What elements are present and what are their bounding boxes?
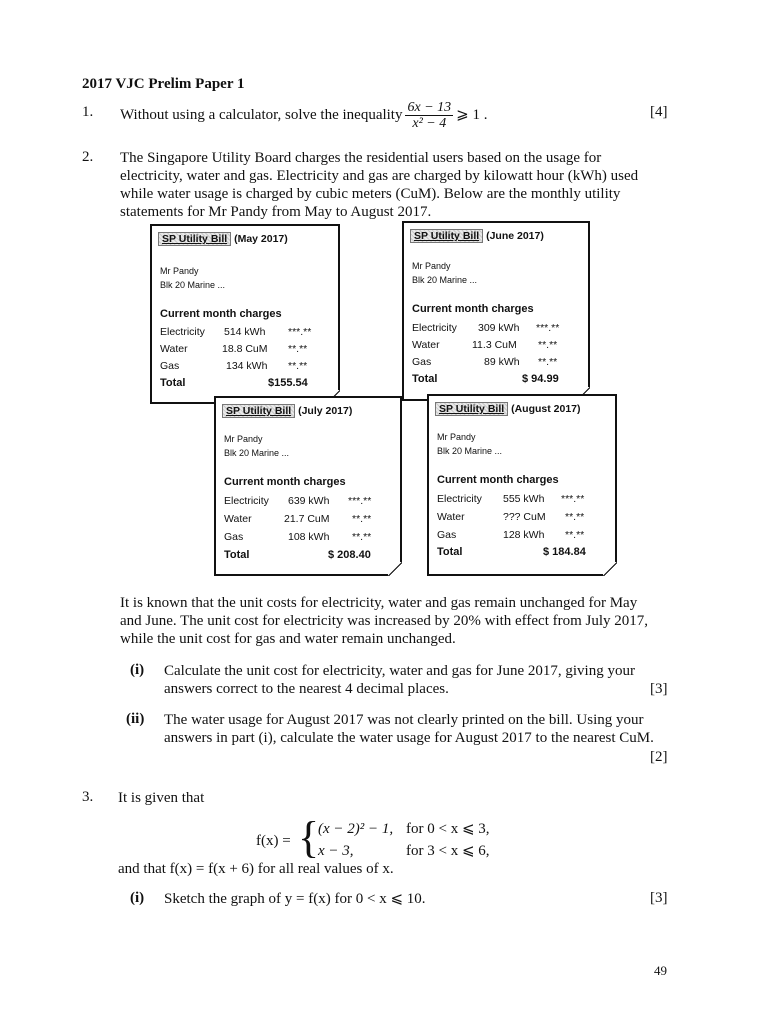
question-1-text [120,95,487,135]
charge-qty: 128 kWh [503,529,545,541]
q3-part-i-label: (i) [130,890,145,906]
periodicity-statement: and that f(x) = f(x + 6) for all real values of x. [118,861,394,877]
charge-amt: ***.** [561,493,585,505]
total-amount: $155.54 [268,377,308,389]
piece-2-expression: x − 3, [318,843,354,859]
charge-amt: **.** [288,343,308,355]
part-i-marks: [3] [650,681,668,697]
charge-qty: 514 kWh [224,326,266,338]
total-amount: $ 208.40 [328,549,371,561]
charge-amt: ***.** [288,326,312,338]
question-1-prompt: Without using a calculator, solve the inequality [120,107,403,123]
question-2-intro [120,149,672,221]
part-ii-marks: [2] [650,749,668,765]
charge-row-electricity [437,493,607,507]
charges-heading: Current month charges [224,476,346,488]
charge-row-electricity [412,322,580,336]
q3-part-i-text: Sketch the graph of y = f(x) for 0 < x ⩽ 10. [164,891,426,907]
total-label: Total [437,546,463,558]
customer-name: Mr Pandy [160,266,199,276]
charge-label: Water [160,343,188,355]
page-number: 49 [654,963,667,978]
charge-row-water [224,513,392,527]
bill-july-2017 [214,396,402,576]
charge-amt: **.** [538,339,558,351]
bill-month: (August 2017) [511,403,581,415]
charge-row-water [160,343,330,357]
charge-row-total [437,546,607,560]
charge-label: Water [412,339,440,351]
context-line: and June. The unit cost for electricity was increased by 20% with effect from July 2017, [120,613,649,629]
charge-label: Water [224,513,252,525]
charge-qty: 639 kWh [288,495,330,507]
charge-amt: **.** [352,531,372,543]
customer-name: Mr Pandy [412,261,451,271]
charge-label: Electricity [437,493,482,505]
customer-address: Blk 20 Marine ... [437,446,503,456]
bill-month: (June 2017) [486,230,544,242]
charge-amt: ***.** [348,495,372,507]
charge-row-gas [160,360,330,374]
q3-part-i-marks: [3] [650,890,668,906]
bill-month: (May 2017) [234,233,288,245]
customer-address: Blk 20 Marine ... [160,280,226,290]
fraction-numerator: 6x − 13 [407,99,452,115]
charge-qty: 21.7 CuM [284,513,330,525]
charge-label: Gas [224,531,244,543]
part-i-text [164,662,672,698]
bill-may-2017 [150,224,340,404]
sp-logo: SP Utility Bill [222,404,295,418]
intro-line: while water usage is charged by cubic meters (CuM). Below are the monthly utility [120,186,621,202]
charge-row-total [412,373,580,387]
bill-june-2017 [402,221,590,401]
charge-amt: **.** [538,356,558,368]
page-fold-icon [388,562,402,576]
charge-qty: 555 kWh [503,493,545,505]
charge-amt: **.** [352,513,372,525]
charge-amt: ***.** [536,322,560,334]
total-amount: $ 94.99 [522,373,559,385]
charge-amt: **.** [565,529,585,541]
part-ii-label: (ii) [126,711,145,727]
piece-1-expression: (x − 2)² − 1, [318,821,394,837]
question-3-intro: It is given that [118,790,205,806]
customer-address: Blk 20 Marine ... [224,448,290,458]
charge-qty: 134 kWh [226,360,268,372]
part-line: Calculate the unit cost for electricity, water and gas for June 2017, giving your [164,663,635,679]
charge-row-gas [412,356,580,370]
charge-row-gas [224,531,392,545]
question-2-number: 2. [82,149,94,165]
charge-row-total [160,377,330,391]
charge-row-gas [437,529,607,543]
intro-line: The Singapore Utility Board charges the residential users based on the usage for [120,150,602,166]
sp-logo: SP Utility Bill [435,402,508,416]
intro-line: statements for Mr Pandy from May to August 2017. [120,204,432,220]
charge-qty: 11.3 CuM [472,339,517,351]
charge-row-electricity [224,495,392,509]
brace-icon: { [298,813,320,862]
charge-label: Electricity [160,326,205,338]
charge-label: Gas [437,529,457,541]
part-line: answers in part (i), calculate the water usage for August 2017 to the nearest CuM. [164,730,654,746]
part-i-label: (i) [130,662,145,678]
charges-heading: Current month charges [437,474,559,486]
charge-row-water [437,511,607,525]
inequality-fraction [405,100,453,131]
total-label: Total [412,373,438,385]
bill-month: (July 2017) [298,405,353,417]
charge-label: Gas [160,360,180,372]
charge-qty: 89 kWh [484,356,520,368]
question-2-context [120,594,672,648]
function-lhs: f(x) = [256,833,291,849]
piece-2-condition: for 3 < x ⩽ 6, [406,843,490,859]
charge-amt: **.** [288,360,308,372]
bill-header [435,402,581,416]
part-line: The water usage for August 2017 was not clearly printed on the bill. Using your [164,712,644,728]
context-line: while the unit cost for gas and water remain unchanged. [120,631,456,647]
charge-qty: 309 kWh [478,322,520,334]
bill-header [222,404,352,418]
sp-logo: SP Utility Bill [410,229,483,243]
charge-row-electricity [160,326,330,340]
bill-august-2017 [427,394,617,576]
part-ii-text [164,711,672,747]
fraction-denominator: x² − 4 [412,115,447,131]
charges-heading: Current month charges [412,303,534,315]
total-label: Total [160,377,186,389]
inequality-relation: ⩾ 1 . [456,107,488,123]
customer-name: Mr Pandy [437,432,476,442]
charge-label: Electricity [224,495,269,507]
customer-address: Blk 20 Marine ... [412,275,478,285]
charge-qty: 18.8 CuM [222,343,268,355]
question-3-number: 3. [82,789,94,805]
page-title: 2017 VJC Prelim Paper 1 [82,76,245,92]
bill-header [158,232,288,246]
charge-label: Water [437,511,465,523]
bill-header [410,229,544,243]
charge-qty: ??? CuM [503,511,546,523]
charge-qty: 108 kWh [288,531,330,543]
sp-logo: SP Utility Bill [158,232,231,246]
charge-amt: **.** [565,511,585,523]
charge-row-water [412,339,580,353]
total-amount: $ 184.84 [543,546,586,558]
piece-1-condition: for 0 < x ⩽ 3, [406,821,490,837]
charge-label: Electricity [412,322,457,334]
page-fold-icon [603,562,617,576]
intro-line: electricity, water and gas. Electricity and gas are charged by kilowatt hour (kWh) used [120,168,639,184]
charges-heading: Current month charges [160,308,282,320]
question-1-marks: [4] [650,104,668,120]
charge-label: Gas [412,356,432,368]
part-line: answers correct to the nearest 4 decimal places. [164,681,449,697]
total-label: Total [224,549,250,561]
charge-row-total [224,549,392,563]
question-1-number: 1. [82,104,94,120]
customer-name: Mr Pandy [224,434,263,444]
context-line: It is known that the unit costs for electricity, water and gas remain unchanged for May [120,595,638,611]
